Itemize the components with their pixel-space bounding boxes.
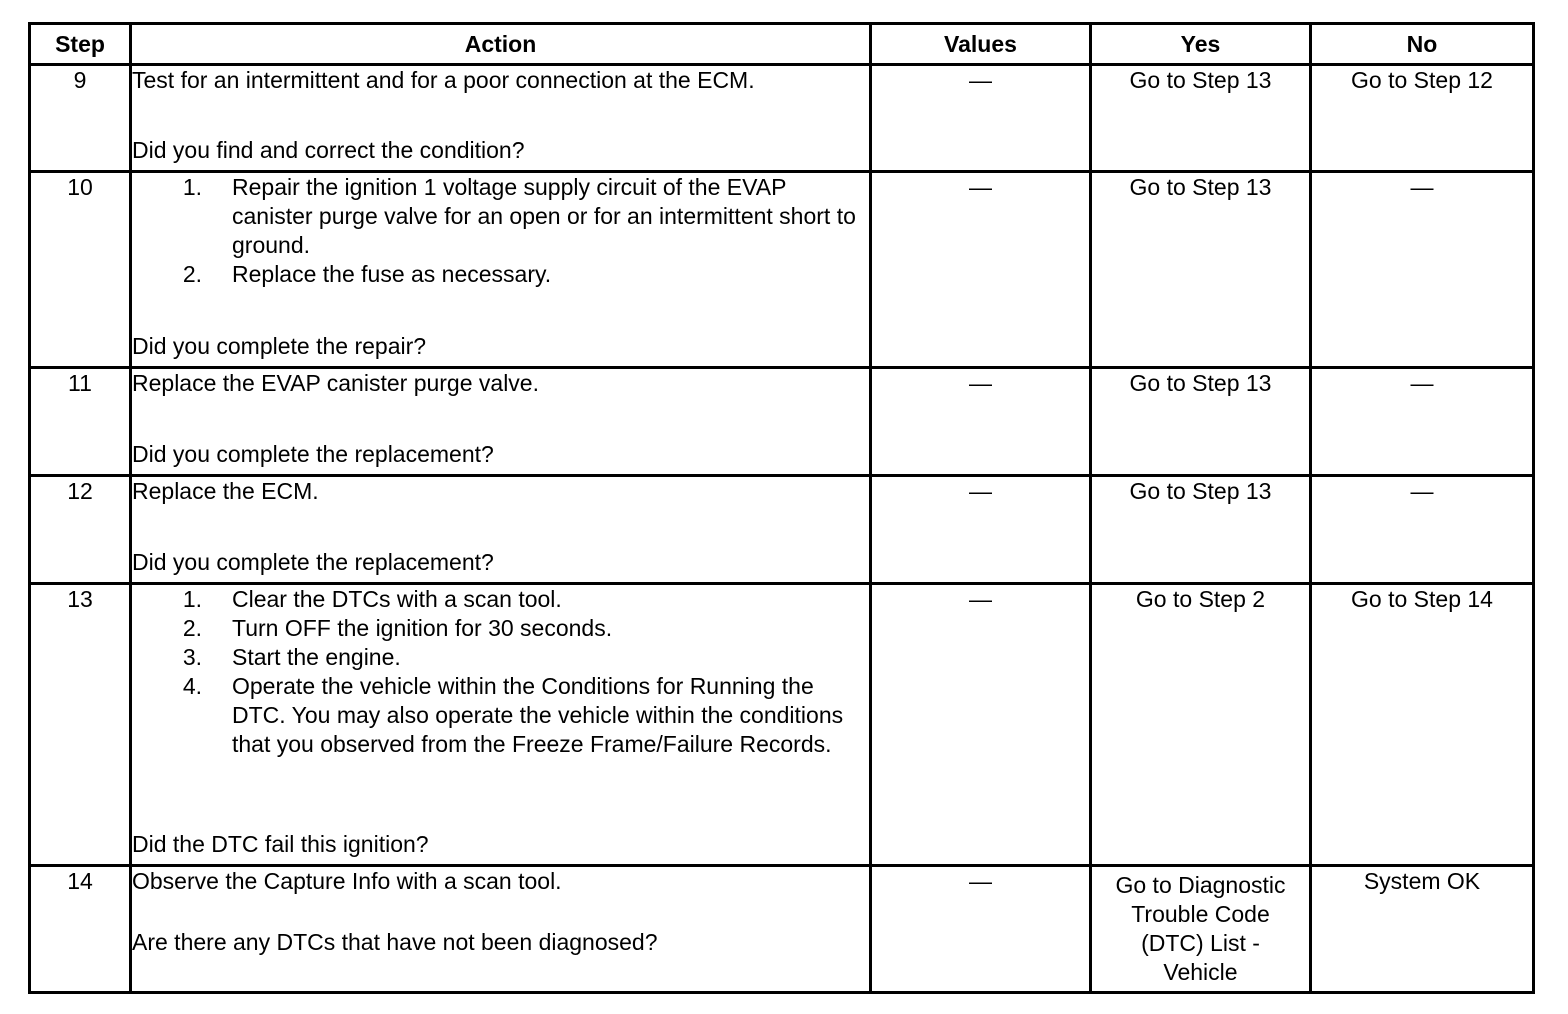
yes-cell: Go to Step 13 bbox=[1091, 476, 1311, 584]
no-cell: — bbox=[1311, 368, 1534, 476]
values-cell: — bbox=[871, 476, 1091, 584]
action-step-list bbox=[132, 585, 869, 759]
step-number: 12 bbox=[30, 476, 131, 584]
diagnostic-table bbox=[28, 22, 1535, 994]
table-row-step-11 bbox=[30, 368, 1534, 476]
action-step bbox=[132, 672, 869, 759]
table-row-step-9 bbox=[30, 65, 1534, 172]
header-row bbox=[30, 24, 1534, 65]
step-number: 14 bbox=[30, 866, 131, 993]
yes-cell: Go to Diagnostic Trouble Code (DTC) List - Vehicle bbox=[1091, 866, 1311, 993]
yes-cell: Go to Step 13 bbox=[1091, 172, 1311, 368]
action-step-text: Turn OFF the ignition for 30 seconds. bbox=[232, 615, 613, 641]
action-cell bbox=[131, 866, 871, 993]
action-step-number: 2. bbox=[182, 615, 202, 641]
action-step bbox=[132, 643, 869, 672]
action-step-text: Start the engine. bbox=[232, 644, 401, 670]
header-action: Action bbox=[131, 24, 871, 65]
header-no: No bbox=[1311, 24, 1534, 65]
action-step bbox=[132, 260, 869, 289]
values-cell: — bbox=[871, 368, 1091, 476]
values-cell: — bbox=[871, 172, 1091, 368]
action-step-number: 1. bbox=[182, 586, 202, 612]
action-step-number: 4. bbox=[182, 673, 202, 699]
action-step-text: Repair the ignition 1 voltage supply circuit of the EVAP canister purge valve for an open or for an intermittent short to ground. bbox=[232, 174, 856, 258]
table-row-step-10 bbox=[30, 172, 1534, 368]
no-cell: Go to Step 14 bbox=[1311, 584, 1534, 866]
yes-cell: Go to Step 13 bbox=[1091, 65, 1311, 172]
action-question: Are there any DTCs that have not been diagnosed? bbox=[132, 929, 658, 955]
no-cell: Go to Step 12 bbox=[1311, 65, 1534, 172]
values-cell: — bbox=[871, 866, 1091, 993]
no-cell: — bbox=[1311, 172, 1534, 368]
action-step-number: 1. bbox=[182, 174, 202, 200]
action-cell bbox=[131, 476, 871, 584]
table-row-step-13 bbox=[30, 584, 1534, 866]
step-number: 13 bbox=[30, 584, 131, 866]
action-text: Test for an intermittent and for a poor connection at the ECM. bbox=[132, 67, 755, 93]
no-cell: System OK bbox=[1311, 866, 1534, 993]
header-values: Values bbox=[871, 24, 1091, 65]
action-question: Did you complete the replacement? bbox=[132, 441, 494, 467]
action-step-number: 2. bbox=[182, 261, 202, 287]
action-question: Did you find and correct the condition? bbox=[132, 137, 525, 163]
table-row-step-14 bbox=[30, 866, 1534, 993]
values-cell: — bbox=[871, 65, 1091, 172]
action-text: Observe the Capture Info with a scan tool. bbox=[132, 868, 562, 894]
yes-cell: Go to Step 13 bbox=[1091, 368, 1311, 476]
action-step-number: 3. bbox=[182, 644, 202, 670]
header-step: Step bbox=[30, 24, 131, 65]
values-cell: — bbox=[871, 584, 1091, 866]
action-text: Replace the EVAP canister purge valve. bbox=[132, 370, 539, 396]
action-step-list bbox=[132, 173, 869, 289]
action-step bbox=[132, 614, 869, 643]
action-cell bbox=[131, 368, 871, 476]
action-cell bbox=[131, 172, 871, 368]
action-question: Did you complete the replacement? bbox=[132, 549, 494, 575]
action-cell bbox=[131, 584, 871, 866]
table-row-step-12 bbox=[30, 476, 1534, 584]
step-number: 10 bbox=[30, 172, 131, 368]
action-step-text: Replace the fuse as necessary. bbox=[232, 261, 552, 287]
action-step bbox=[132, 173, 869, 260]
action-step-text: Operate the vehicle within the Conditions for Running the DTC. You may also operate the vehicle within the conditions that you observed from the Freeze Frame/Failure Records. bbox=[232, 673, 844, 757]
yes-cell: Go to Step 2 bbox=[1091, 584, 1311, 866]
step-number: 11 bbox=[30, 368, 131, 476]
action-question: Did you complete the repair? bbox=[132, 333, 427, 359]
action-question: Did the DTC fail this ignition? bbox=[132, 831, 429, 857]
action-text: Replace the ECM. bbox=[132, 478, 319, 504]
action-step-text: Clear the DTCs with a scan tool. bbox=[232, 586, 562, 612]
header-yes: Yes bbox=[1091, 24, 1311, 65]
action-cell bbox=[131, 65, 871, 172]
action-step bbox=[132, 585, 869, 614]
step-number: 9 bbox=[30, 65, 131, 172]
no-cell: — bbox=[1311, 476, 1534, 584]
